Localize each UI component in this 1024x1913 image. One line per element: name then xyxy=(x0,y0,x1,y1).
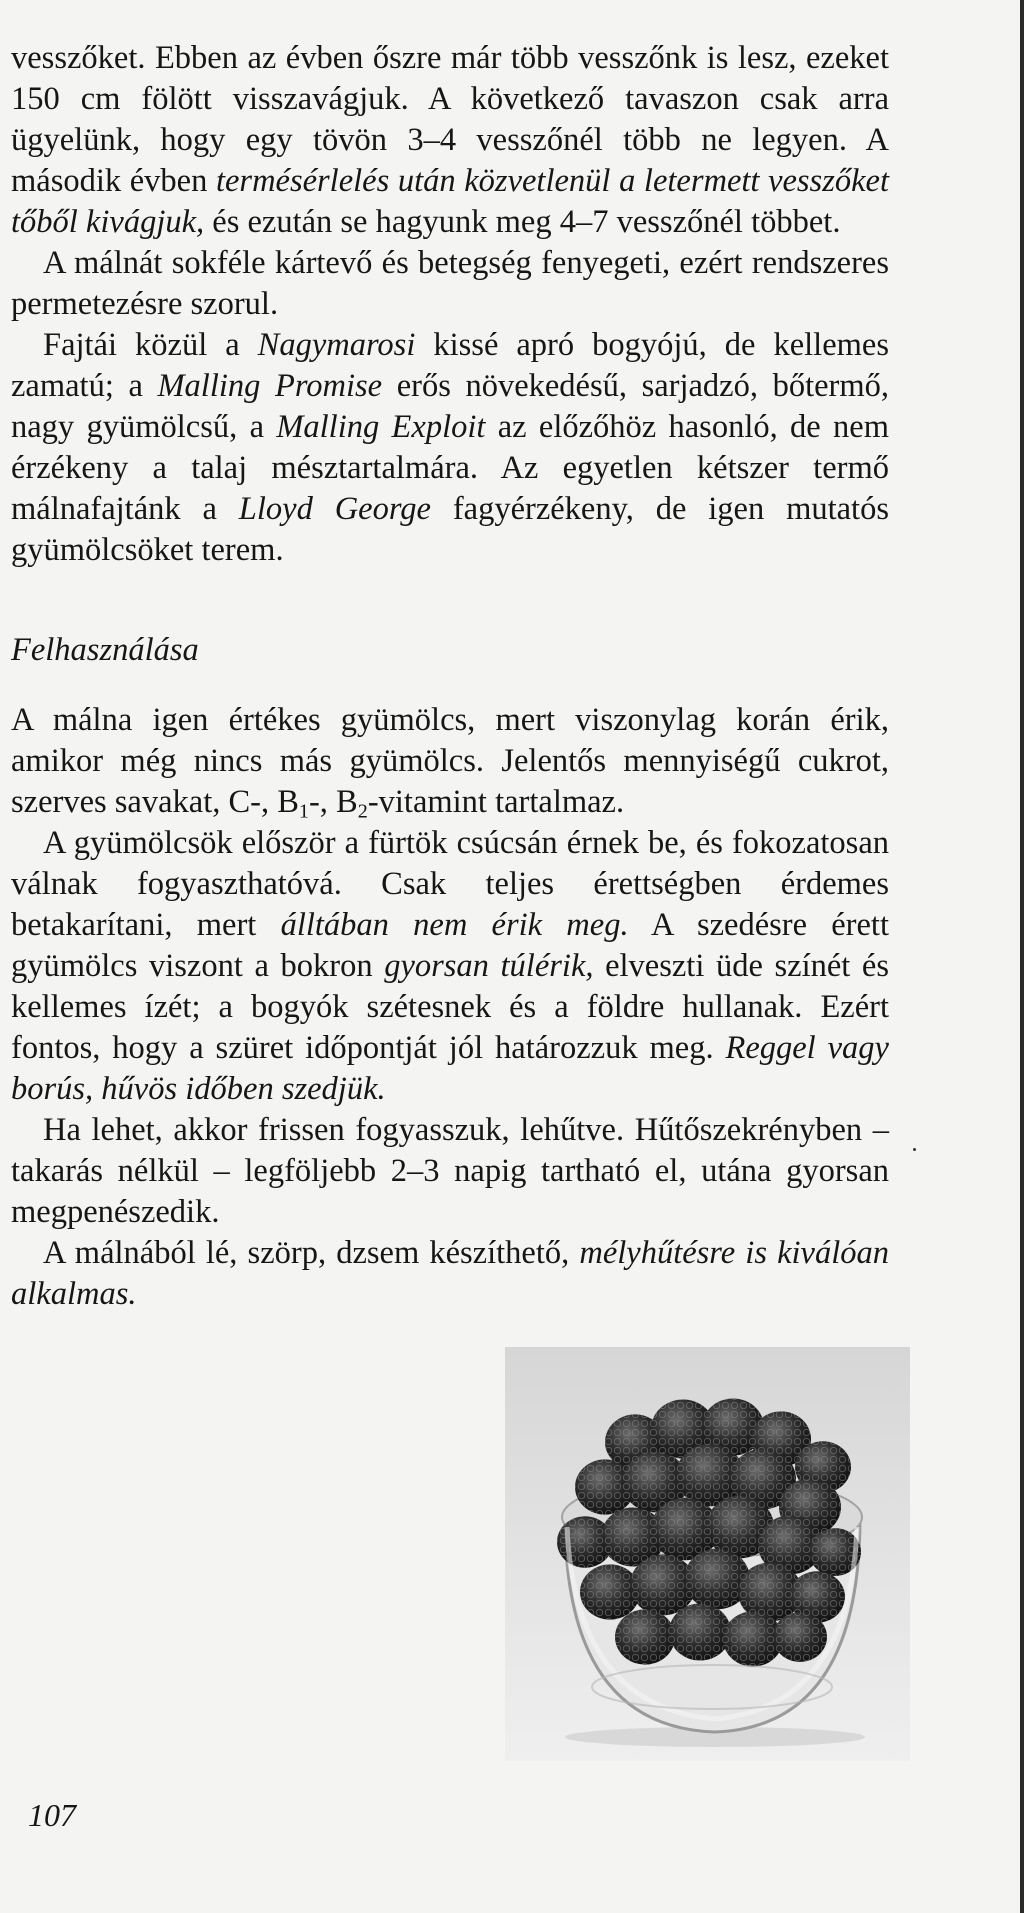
text-block-usage xyxy=(11,700,889,1315)
raspberry-texture xyxy=(669,1603,731,1660)
raspberry-texture xyxy=(615,1609,675,1664)
paragraph-value: A málna igen értékes gyümölcs, mert viszonylag korán érik, amikor még nincs más gyümölcs. Jelentős mennyiségű cukrot, szerves savakat, C-, $B_1-$, $B_2$-vitamint tartalmaz. xyxy=(11,702,889,823)
paragraph-harvest: A gyümölcsök először a fürtök csúcsán érnek be, és fokozatosan válnak fogyaszthatóvá. Csak teljes érettségben érdemes betakarítani, mert álltában nem érik meg. A szedésre érett gyümölcs viszont a bokron gyorsan túlérik, elveszti üde színét és kellemes ízét; a bogyók szétesnek és a földre hullanak. Ezért fontos, hogy a szüret időpontját jól határozzuk meg. Reggel vagy borús, hűvös időben szedjük. xyxy=(11,825,889,1107)
text-block-top xyxy=(11,38,889,571)
print-speck xyxy=(913,1148,916,1151)
paragraph-pests: A málnát sokféle kártevő és betegség fenyegeti, ezért rendszeres permetezésre szorul. xyxy=(11,245,889,322)
paragraph-pruning: vesszőket. Ebben az évben őszre már több vesszőnk is lesz, ezeket 150 cm fölött visszavágjuk. A következő tavaszon csak arra ügyelünk, hogy egy tövön 3–4 vesszőnél több ne legyen. A második évben termésérlelés után közvetlenül a letermett vesszőket tőből kivágjuk, és ezután se hagyunk meg 4–7 vesszőnél többet. xyxy=(11,40,889,240)
section-heading: Felhasználása xyxy=(11,632,199,668)
page-edge xyxy=(1020,0,1024,1913)
paragraph-varieties: Fajtái közül a Nagymarosi kissé apró bogyójú, de kellemes zamatú; a Malling Promise erős növekedésű, sarjadzó, bőtermő, nagy gyümölcsű, a Malling Exploit az előzőhöz hasonló, de nem érzékeny a talaj mésztartalmára. Az egyetlen kétszer termő málnafajtánk a Lloyd George fagyérzékeny, de igen mutatós gyümölcsöket terem. xyxy=(11,327,890,568)
paragraph-products: A málnából lé, szörp, dzsem készíthető, mélyhűtésre is kiválóan alkalmas. xyxy=(11,1235,890,1312)
page-number: 107 xyxy=(28,1797,76,1833)
raspberry-texture xyxy=(773,1612,827,1662)
raspberry-bowl-photo xyxy=(505,1347,910,1761)
paragraph-storage: Ha lehet, akkor frissen fogyasszuk, lehűtve. Hűtőszekrényben – takarás nélkül – legföljebb 2–3 napig tartható el, utána gyorsan megpenészedik. xyxy=(11,1112,889,1230)
